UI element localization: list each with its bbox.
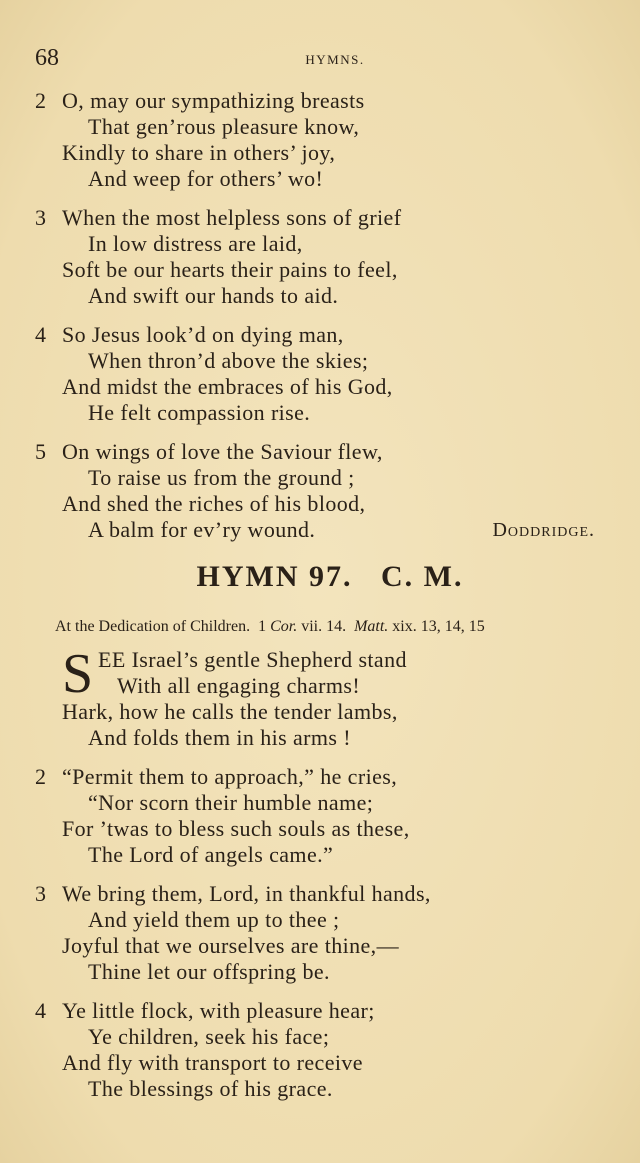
scripture-ref: 1	[258, 618, 267, 635]
verse-line: He felt compassion rise.	[88, 400, 311, 425]
stanza-number: 4	[35, 322, 46, 347]
verse-line: Thine let our offspring be.	[88, 959, 330, 984]
hymn-subtitle	[55, 618, 485, 636]
verse-line: And fly with transport to receive	[62, 1050, 363, 1075]
page-number: 68	[35, 45, 59, 71]
previous-hymn	[35, 88, 605, 556]
verse-line: Ye little flock, with pleasure hear;	[62, 998, 375, 1023]
verse-line: With all engaging charms!	[117, 673, 361, 698]
stanza	[35, 439, 605, 543]
scripture-book: Matt.	[354, 618, 389, 635]
author-attribution: Doddridge.	[492, 519, 595, 541]
verse-line: We bring them, Lord, in thankful hands,	[62, 881, 431, 906]
drop-cap: S	[62, 643, 94, 705]
verse-line: In low distress are laid,	[88, 231, 303, 256]
verse-line: And yield them up to thee ;	[88, 907, 340, 932]
scripture-ref: xix. 13, 14, 15	[392, 618, 485, 635]
verse-line: So Jesus look’d on dying man,	[62, 322, 344, 347]
stanza	[35, 643, 605, 751]
scripture-book: Cor.	[270, 618, 298, 635]
stanza	[35, 88, 605, 192]
verse-line: When thron’d above the skies;	[88, 348, 369, 373]
stanza-number: 2	[35, 764, 46, 789]
verse-line: Soft be our hearts their pains to feel,	[62, 257, 398, 282]
stanza	[35, 205, 605, 309]
stanza-number: 3	[35, 881, 46, 906]
stanza-number: 5	[35, 439, 46, 464]
verse-line: O, may our sympathizing breasts	[62, 88, 365, 113]
verse-line: And swift our hands to aid.	[88, 283, 339, 308]
scripture-ref: vii. 14.	[301, 618, 347, 635]
stanza	[35, 322, 605, 426]
verse-line: And folds them in his arms !	[88, 725, 351, 750]
verse-line: Ye children, seek his face;	[88, 1024, 330, 1049]
stanza	[35, 764, 605, 868]
verse-line: And shed the riches of his blood,	[62, 491, 366, 516]
verse-line: On wings of love the Saviour flew,	[62, 439, 383, 464]
hymn-97	[35, 643, 605, 1115]
hymn-title: HYMN 97. C. M.	[196, 560, 464, 593]
verse-line: “Nor scorn their humble name;	[88, 790, 374, 815]
verse-line: That gen’rous pleasure know,	[88, 114, 360, 139]
verse-line: EE Israel’s gentle Shepherd stand	[98, 647, 407, 672]
stanza	[35, 881, 605, 985]
stanza-number: 3	[35, 205, 46, 230]
verse-line: Hark, how he calls the tender lambs,	[62, 699, 398, 724]
verse-line: The Lord of angels came.”	[88, 842, 334, 867]
stanza-number: 4	[35, 998, 46, 1023]
verse-line: For ’twas to bless such souls as these,	[62, 816, 410, 841]
stanza-number: 2	[35, 88, 46, 113]
verse-line: When the most helpless sons of grief	[62, 205, 402, 230]
verse-line: The blessings of his grace.	[88, 1076, 333, 1101]
verse-line: Kindly to share in others’ joy,	[62, 140, 336, 165]
verse-line: “Permit them to approach,” he cries,	[62, 764, 398, 789]
verse-line: And weep for others’ wo!	[88, 166, 324, 191]
verse-line: A balm for ev’ry wound.	[88, 517, 316, 542]
occasion: At the Dedication of Children.	[55, 618, 251, 635]
verse-line: And midst the embraces of his God,	[62, 374, 393, 399]
stanza	[35, 998, 605, 1102]
verse-line: To raise us from the ground ;	[88, 465, 355, 490]
running-title: HYMNS.	[305, 52, 365, 67]
verse-line: Joyful that we ourselves are thine,—	[62, 933, 399, 958]
